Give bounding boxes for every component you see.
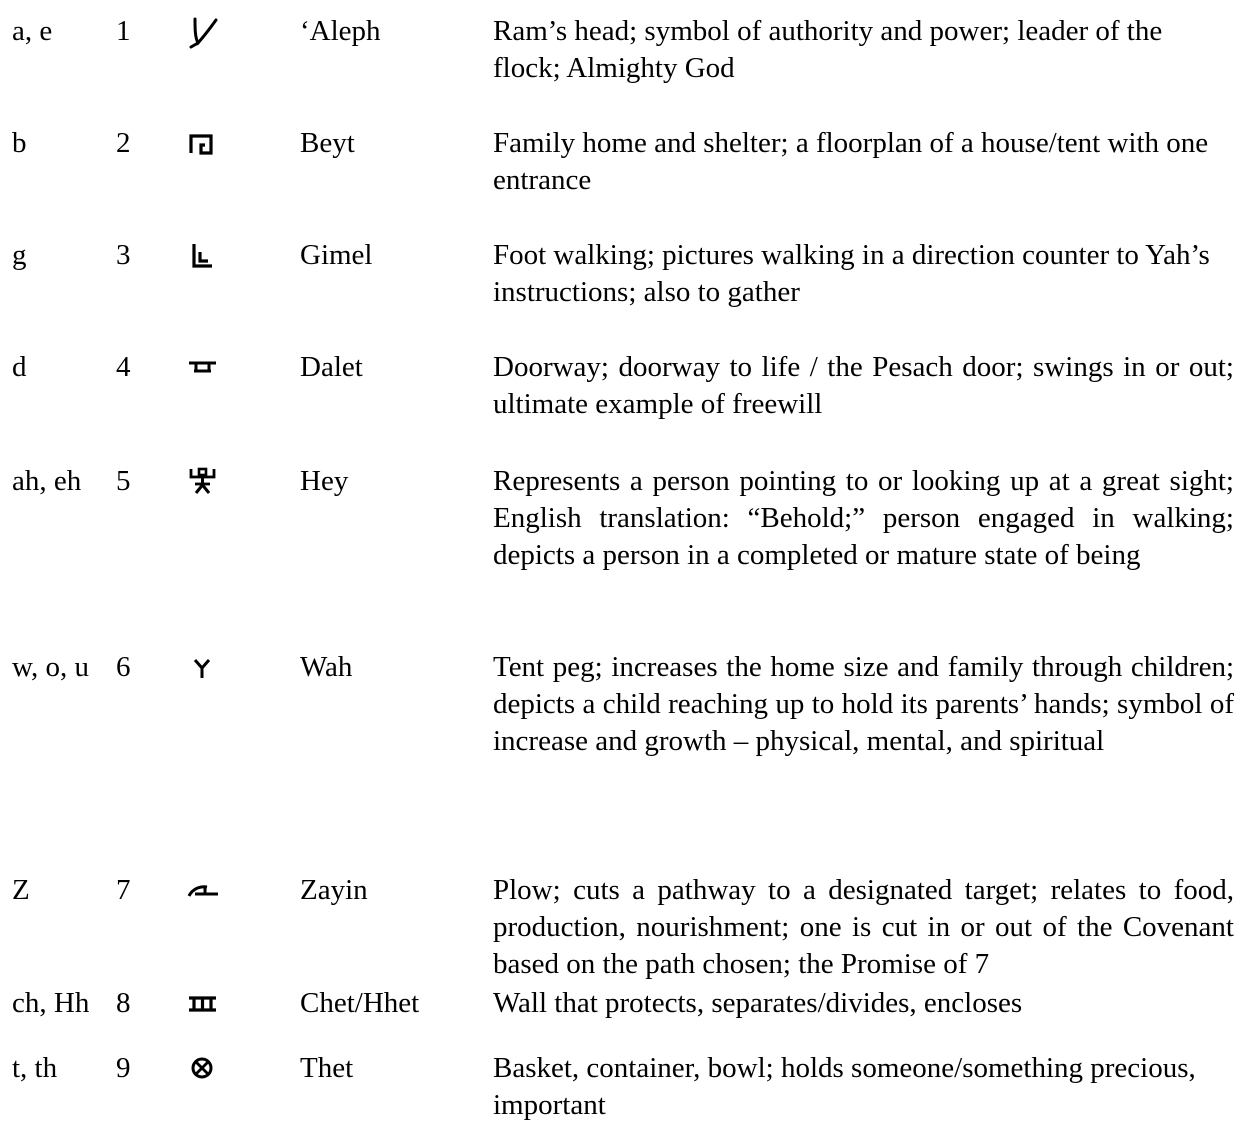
letter-sound: ch, Hh [12,987,90,1019]
letter-number: 2 [116,127,131,159]
letter-number: 3 [116,239,131,271]
letter-name: Beyt [300,127,355,159]
letter-sound: b [12,127,27,159]
letter-meaning: Represents a person pointing to or looking up at a great sight; English translation: “Behold;” person engaged in walking; depicts a person in a completed or mature state of being [493,465,1234,571]
letter-name: ‘Aleph [300,15,381,47]
letter-meaning: Foot walking; pictures walking in a direction counter to Yah’s instructions; also to gather [493,239,1210,308]
letter-meaning: Plow; cuts a pathway to a designated target; relates to food, production, nourishment; one is cut in or out of the Covenant based on the path chosen; the Promise of 7 [493,874,1234,980]
basket-icon [185,1050,221,1087]
letter-sound: w, o, u [12,651,90,683]
letter-name: Gimel [300,239,373,271]
letter-name: Thet [300,1052,354,1084]
letter-meaning: Tent peg; increases the home size and family through children; depicts a child reaching up to hold its parents’ hands; symbol of increase and growth – physical, mental, and spiritual [493,651,1234,757]
letter-sound: ah, eh [12,465,82,497]
door-icon [185,349,221,386]
letter-sound: Z [12,874,30,906]
letter-number: 7 [116,874,131,906]
house-floorplan-icon [185,125,221,162]
letter-meaning: Doorway; doorway to life / the Pesach door; swings in or out; ultimate example of freewill [493,351,1234,420]
letter-meaning: Wall that protects, separates/divides, encloses [493,987,1023,1019]
letter-number: 6 [116,651,131,683]
letter-sound: t, th [12,1052,58,1084]
letter-name: Hey [300,465,349,497]
tent-peg-icon [185,649,221,686]
letter-name: Zayin [300,874,368,906]
person-arms-raised-icon [185,463,221,500]
ox-head-icon [185,13,221,50]
letter-number: 5 [116,465,131,497]
foot-icon [185,237,221,274]
letter-meaning: Basket, container, bowl; holds someone/something precious, important [493,1052,1196,1121]
letter-meaning: Ram’s head; symbol of authority and power; leader of the flock; Almighty God [493,15,1163,84]
letter-sound: a, e [12,15,53,47]
letter-sound: g [12,239,27,271]
letter-number: 1 [116,15,131,47]
letter-number: 9 [116,1052,131,1084]
wall-icon [185,985,221,1022]
letter-name: Wah [300,651,353,683]
letter-number: 4 [116,351,131,383]
letter-number: 8 [116,987,131,1019]
letter-sound: d [12,351,27,383]
letter-name: Chet/Hhet [300,987,420,1019]
letter-meaning: Family home and shelter; a floorplan of a house/tent with one entrance [493,127,1209,196]
plow-icon [185,872,221,909]
letter-name: Dalet [300,351,363,383]
